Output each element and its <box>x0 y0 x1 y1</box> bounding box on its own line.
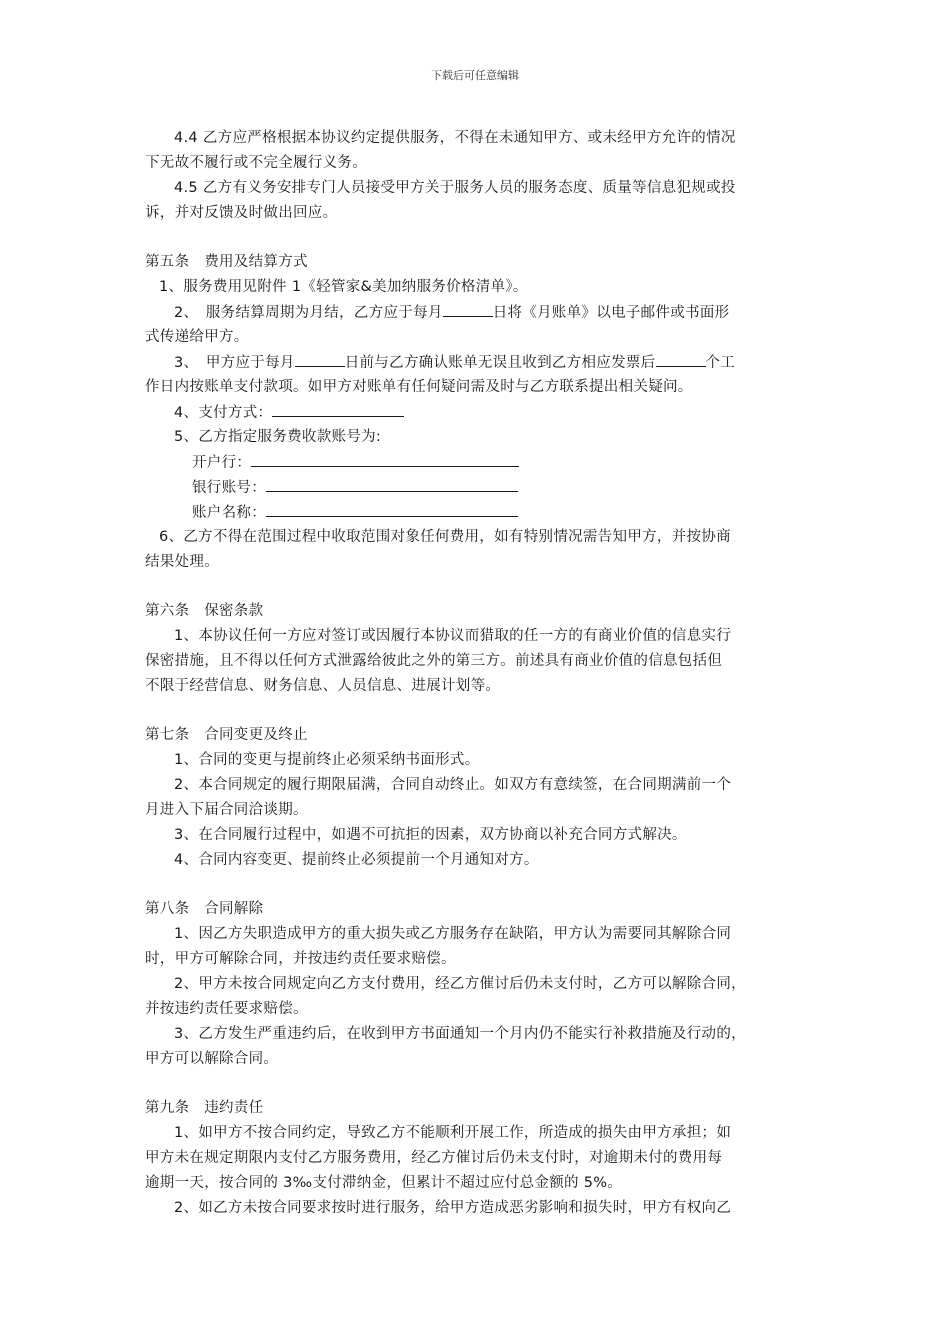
payment-days-blank[interactable] <box>656 350 706 367</box>
section-5-item-4: 4、支付方式： <box>145 400 815 425</box>
account-number-blank[interactable] <box>266 475 518 492</box>
section-7-title: 第七条 合同变更及终止 <box>145 727 308 743</box>
section-5-title: 第五条 费用及结算方式 <box>145 254 308 270</box>
section-7-item-1: 1、合同的变更与提前终止必须采纳书面形式。 <box>174 752 480 768</box>
section-6-item-1-line-2: 保密措施，且不得以任何方式泄露给彼此之外的第三方。前述具有商业价值的信息包括但 <box>145 653 723 669</box>
section-5-item-5: 5、乙方指定服务费收款账号为: <box>174 429 382 445</box>
section-8-item-1-line-1: 1、因乙方失职造成甲方的重大损失或乙方服务存在缺陷，甲方认为需要同其解除合同 <box>174 926 732 942</box>
bank-name-blank[interactable] <box>251 450 519 467</box>
section-5-item-6-line-1: 6、乙方不得在范围过程中收取范围对象任何费用，如有特别情况需告知甲方，并按协商 <box>159 529 731 545</box>
section-9-item-2-line-1: 2、如乙方未按合同要求按时进行服务，给甲方造成恶劣影响和损失时，甲方有权向乙 <box>174 1200 732 1216</box>
section-6-item-1-line-1: 1、本协议任何一方应对签订或因履行本协议而猎取的任一方的有商业价值的信息实行 <box>174 628 732 644</box>
clause-4-5-line-2: 诉，并对反馈及时做出回应。 <box>145 205 338 221</box>
clause-4-4-line-2: 下无故不履行或不完全履行义务。 <box>145 155 367 171</box>
section-8-item-3-line-1: 3、乙方发生严重违约后，在收到甲方书面通知一个月内仍不能实行补救措施及行动的， <box>174 1026 746 1042</box>
section-5-item-2-line-1: 2、 服务结算周期为月结，乙方应于每月 日将《月账单》以电子邮件或书面形 <box>145 300 815 325</box>
section-5-item-3-line-1: 3、 甲方应于每月 日前与乙方确认账单无误且收到乙方相应发票后 个工 <box>145 350 815 375</box>
section-8-item-1-line-2: 时，甲方可解除合同，并按违约责任要求赔偿。 <box>145 951 456 967</box>
bank-name-line: 开户行： <box>145 450 815 475</box>
section-8-item-2-line-1: 2、甲方未按合同规定向乙方支付费用，经乙方催讨后仍未支付时，乙方可以解除合同， <box>174 976 746 992</box>
section-6-item-1-line-3: 不限于经营信息、财务信息、人员信息、进展计划等。 <box>145 678 501 694</box>
section-8-title: 第八条 合同解除 <box>145 901 264 917</box>
section-7-item-3: 3、在合同履行过程中，如遇不可抗拒的因素，双方协商以补充合同方式解决。 <box>174 827 687 843</box>
confirm-day-blank[interactable] <box>295 350 345 367</box>
section-5-item-6-line-2: 结果处理。 <box>145 554 219 570</box>
section-9-title: 第九条 违约责任 <box>145 1100 264 1116</box>
account-name-blank[interactable] <box>266 500 518 517</box>
section-5-item-1: 1、服务费用见附件 1《轻管家&美加纳服务价格清单》。 <box>159 279 528 295</box>
section-6-title: 第六条 保密条款 <box>145 603 264 619</box>
payment-method-blank[interactable] <box>272 400 404 417</box>
section-7-item-4: 4、合同内容变更、提前终止必须提前一个月通知对方。 <box>174 852 539 868</box>
document-body <box>145 126 815 1221</box>
section-7-item-2-line-1: 2、本合同规定的履行期限届满，合同自动终止。如双方有意续签，在合同期满前一个 <box>174 777 732 793</box>
account-name-line: 账户名称： <box>145 500 815 525</box>
clause-4-4-line-1: 4.4 乙方应严格根据本协议约定提供服务，不得在未通知甲方、或未经甲方允许的情况 <box>174 130 736 146</box>
section-9-item-1-line-2: 甲方未在规定期限内支付乙方服务费用，经乙方催讨后仍未支付时，对逾期未付的费用每 <box>145 1150 723 1166</box>
account-number-line: 银行账号： <box>145 475 815 500</box>
section-8-item-3-line-2: 甲方可以解除合同。 <box>145 1051 279 1067</box>
section-5-item-2-line-2: 式传递给甲方。 <box>145 329 249 345</box>
section-7-item-2-line-2: 月进入下届合同洽谈期。 <box>145 802 308 818</box>
section-5-item-3-line-2: 作日内按账单支付款项。如甲方对账单有任何疑问需及时与乙方联系提出相关疑问。 <box>145 379 693 395</box>
clause-4-5-line-1: 4.5 乙方有义务安排专门人员接受甲方关于服务人员的服务态度、质量等信息犯规或投 <box>174 180 736 196</box>
section-9-item-1-line-3: 逾期一天，按合同的 3‰支付滞纳金，但累计不超过应付总金额的 5%。 <box>145 1175 623 1191</box>
section-9-item-1-line-1: 1、如甲方不按合同约定，导致乙方不能顺利开展工作，所造成的损失由甲方承担；如 <box>174 1125 732 1141</box>
billing-day-blank[interactable] <box>443 300 493 317</box>
section-8-item-2-line-2: 并按违约责任要求赔偿。 <box>145 1001 308 1017</box>
page-header: 下载后可任意编辑 <box>431 69 519 82</box>
